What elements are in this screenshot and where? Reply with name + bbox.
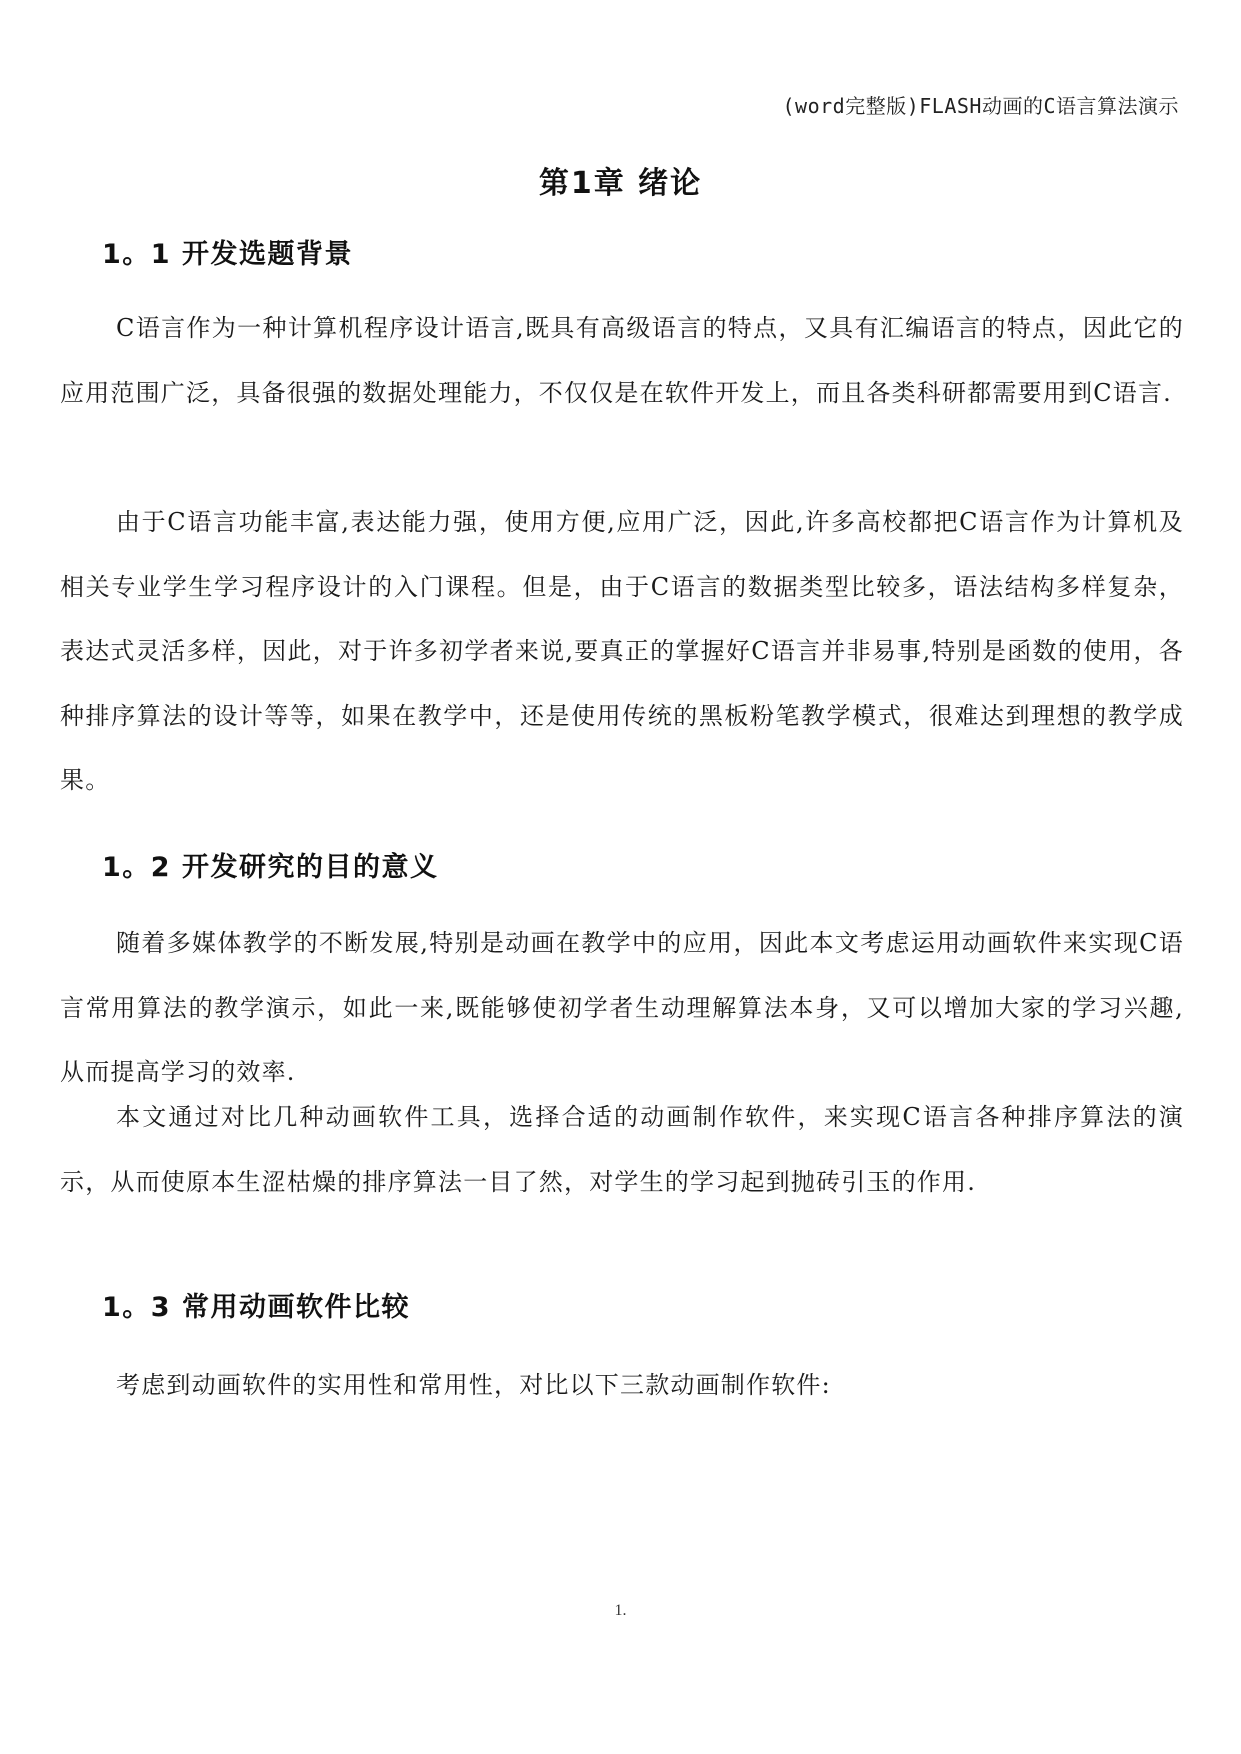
paragraph-1-2-a: 随着多媒体教学的不断发展,特别是动画在教学中的应用，因此本文考虑运用动画软件来实现C语言常用算法的教学演示，如此一来,既能够使初学者生动理解算法本身，又可以增加大家的学习兴趣,从而提高学习的效率. — [60, 929, 1184, 1086]
paragraph-1-1-b: 由于C语言功能丰富,表达能力强，使用方便,应用广泛，因此,许多高校都把C语言作为计算机及相关专业学生学习程序设计的入门课程。但是，由于C语言的数据类型比较多，语法结构多样复杂，表达式灵活多样，因此，对于许多初学者来说,要真正的掌握好C语言并非易事,特别是函数的使用，各种排序算法的设计等等，如果在教学中，还是使用传统的黑板粉笔教学模式，很难达到理想的教学成果。 — [60, 508, 1184, 794]
section-heading-1-2: 1。2 开发研究的目的意义 — [102, 852, 439, 883]
paragraph-1-1-a: C语言作为一种计算机程序设计语言,既具有高级语言的特点，又具有汇编语言的特点，因此它的应用范围广泛，具备很强的数据处理能力，不仅仅是在软件开发上，而且各类科研都需要用到C语言. — [60, 314, 1184, 407]
section-heading-1-1: 1。1 开发选题背景 — [102, 239, 353, 270]
running-header: (word完整版)FLASH动画的C语言算法演示 — [782, 94, 1179, 118]
section-heading-1-3: 1。3 常用动画软件比较 — [102, 1292, 410, 1323]
paragraph-1-3-a: 考虑到动画软件的实用性和常用性，对比以下三款动画制作软件: — [116, 1371, 831, 1399]
page-number: 1. — [614, 1602, 627, 1619]
chapter-title: 第1章 绪论 — [538, 166, 703, 201]
paragraph-1-2-b: 本文通过对比几种动画软件工具，选择合适的动画制作软件，来实现C语言各种排序算法的演示，从而使原本生涩枯燥的排序算法一目了然，对学生的学习起到抛砖引玉的作用. — [60, 1103, 1184, 1196]
